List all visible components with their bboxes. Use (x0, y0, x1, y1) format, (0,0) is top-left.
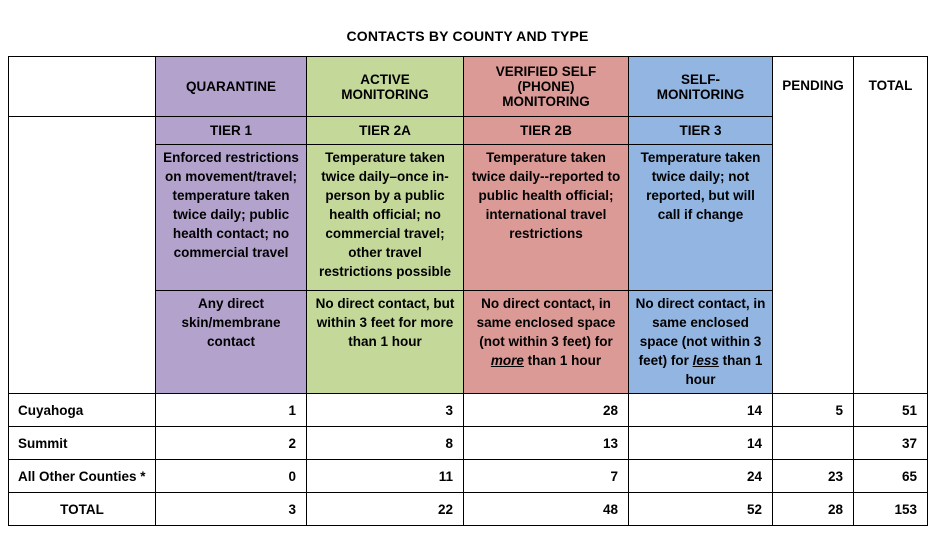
header-total-label: TOTAL (868, 78, 913, 93)
header-quarantine-label: QUARANTINE (186, 79, 276, 94)
tier-verified: TIER 2B (464, 117, 629, 145)
cell-verified: 13 (464, 427, 629, 460)
criteria-verified-emphasis: more (490, 353, 524, 368)
cell-total: 51 (854, 394, 928, 427)
cell-pending (773, 427, 854, 460)
cell-self: 24 (629, 460, 773, 493)
tier-quarantine: TIER 1 (156, 117, 307, 145)
page-title: CONTACTS BY COUNTY AND TYPE (346, 28, 589, 44)
cell-active: 8 (307, 427, 464, 460)
header-pending (773, 57, 854, 394)
criteria-active: No direct contact, but within 3 feet for more than 1 hour (307, 291, 464, 394)
criteria-verified (464, 291, 629, 394)
cell-quarantine: 0 (156, 460, 307, 493)
cell-quarantine: 2 (156, 427, 307, 460)
header-active-monitoring (307, 57, 464, 117)
contacts-table (8, 56, 928, 526)
cell-quarantine: 3 (156, 493, 307, 526)
corner-cell (9, 57, 156, 117)
cell-verified: 48 (464, 493, 629, 526)
criteria-self-pre: No direct contact, in same enclosed space (not within 3 feet) for (635, 296, 766, 368)
header-verified-self-monitoring (464, 57, 629, 117)
cell-active: 22 (307, 493, 464, 526)
description-active: Temperature taken twice daily–once in-person by a public health official; no commercial travel; other travel restrictions possible (307, 145, 464, 291)
cell-verified: 28 (464, 394, 629, 427)
county-label: Cuyahoga (9, 394, 156, 427)
cell-self: 52 (629, 493, 773, 526)
criteria-self-post: than 1 hour (685, 353, 763, 387)
cell-active: 3 (307, 394, 464, 427)
cell-self: 14 (629, 394, 773, 427)
header-self-line1: SELF- (681, 71, 720, 87)
county-label: TOTAL (9, 493, 156, 526)
criteria-quarantine: Any direct skin/membrane contact (156, 291, 307, 394)
cell-active: 11 (307, 460, 464, 493)
cell-total: 153 (854, 493, 928, 526)
cell-quarantine: 1 (156, 394, 307, 427)
criteria-self-emphasis: less (692, 353, 719, 368)
table-row-total (9, 493, 928, 526)
table-row-all-other-counties (9, 460, 928, 493)
header-verified-line3: MONITORING (502, 94, 590, 109)
header-total (854, 57, 928, 394)
county-label: All Other Counties * (9, 460, 156, 493)
description-quarantine: Enforced restrictions on movement/travel; temperature taken twice daily; public health contact; no commercial travel (156, 145, 307, 291)
cell-total: 37 (854, 427, 928, 460)
tier-active: TIER 2A (307, 117, 464, 145)
description-self: Temperature taken twice daily; not reported, but will call if change (629, 145, 773, 291)
criteria-verified-pre: No direct contact, in same enclosed space (not within 3 feet) for (476, 296, 616, 349)
header-verified-line1: VERIFIED SELF (495, 64, 597, 79)
criteria-self (629, 291, 773, 394)
corner-cell-lower (9, 117, 156, 394)
table-row-cuyahoga (9, 394, 928, 427)
county-label: Summit (9, 427, 156, 460)
header-self-monitoring (629, 57, 773, 117)
cell-pending: 28 (773, 493, 854, 526)
header-quarantine (156, 57, 307, 117)
cell-total: 65 (854, 460, 928, 493)
header-row (9, 57, 928, 117)
cell-pending: 5 (773, 394, 854, 427)
cell-pending: 23 (773, 460, 854, 493)
header-verified-line2: (PHONE) (517, 79, 575, 94)
cell-self: 14 (629, 427, 773, 460)
header-self-line2: MONITORING (656, 86, 745, 102)
cell-verified: 7 (464, 460, 629, 493)
header-pending-label: PENDING (782, 78, 844, 93)
table-row-summit (9, 427, 928, 460)
header-active-line2: MONITORING (341, 86, 429, 102)
criteria-verified-post: than 1 hour (523, 353, 602, 368)
description-verified: Temperature taken twice daily--reported to public health official; international travel restrictions (464, 145, 629, 291)
tier-self: TIER 3 (629, 117, 773, 145)
header-active-line1: ACTIVE (360, 71, 410, 87)
